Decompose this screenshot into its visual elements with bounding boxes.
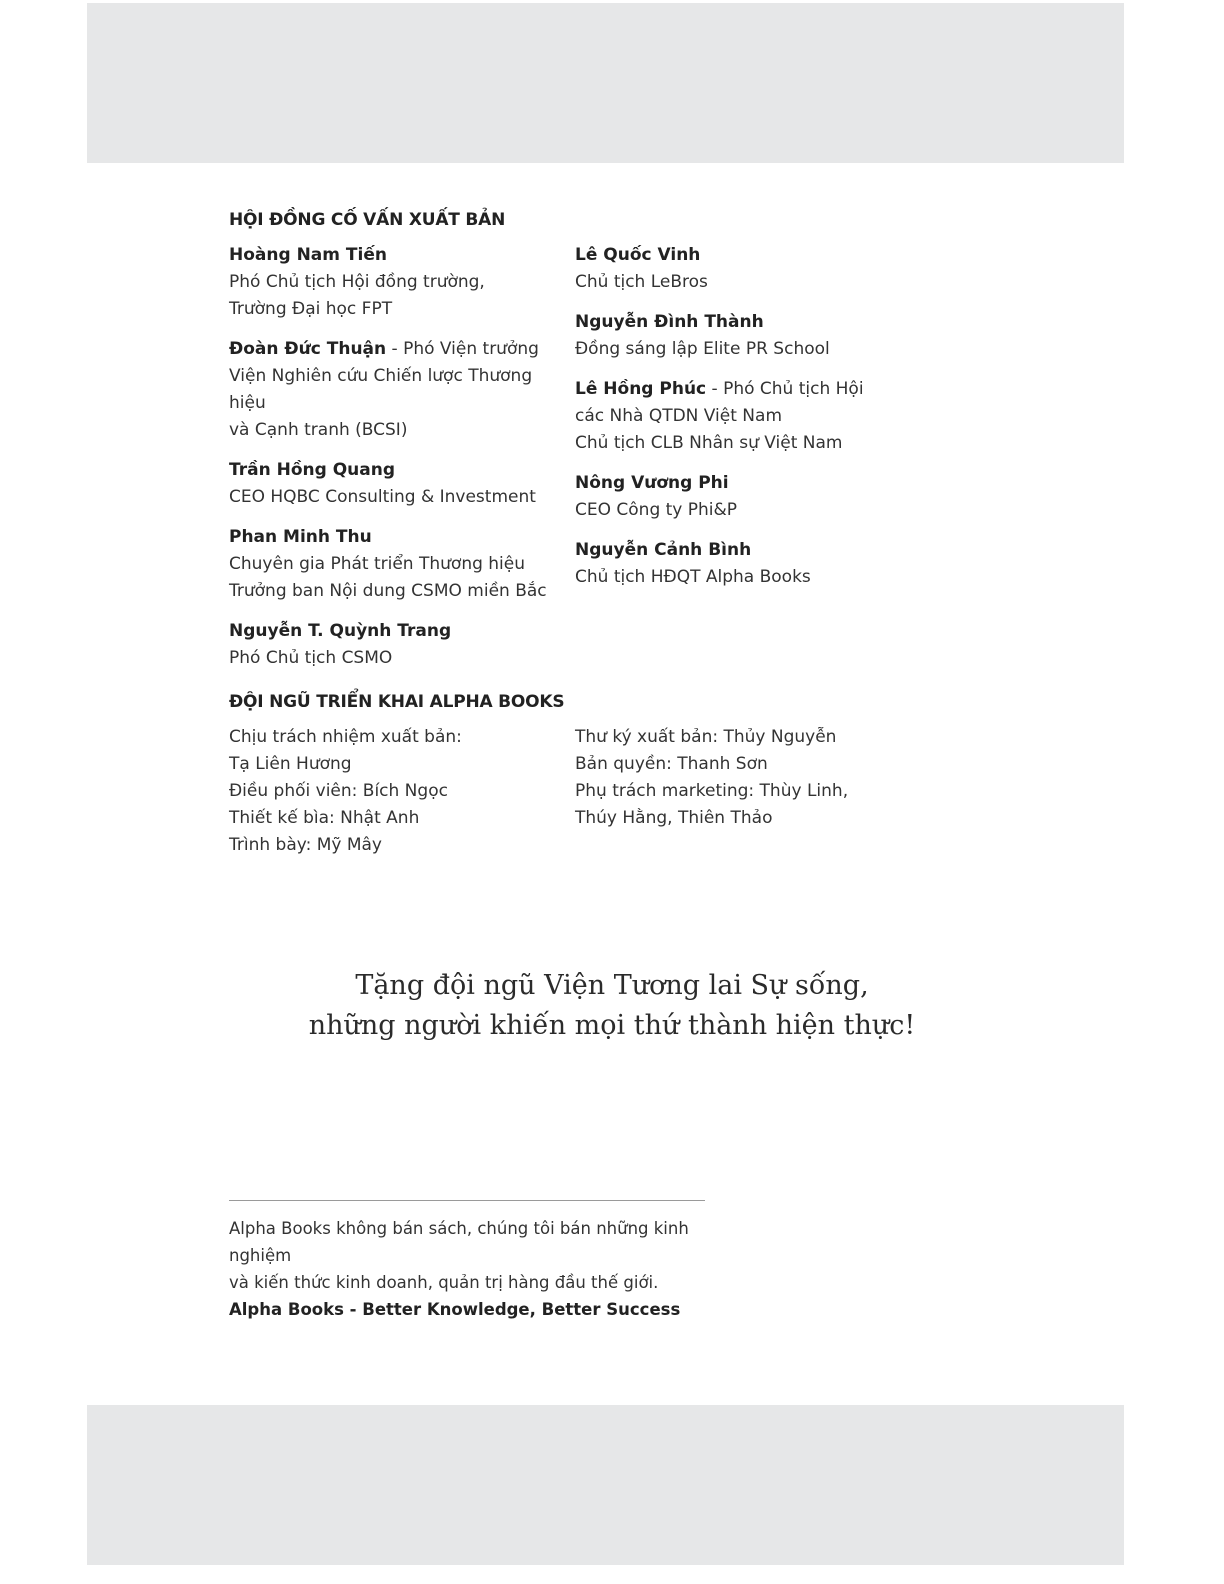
- advisor-title: CEO Công ty Phi&P: [575, 500, 738, 520]
- team-heading: ĐỘI NGŨ TRIỂN KHAI ALPHA BOOKS: [229, 692, 565, 712]
- advisory-left-column: [229, 242, 569, 685]
- advisor-name: Đoàn Đức Thuận: [229, 339, 387, 359]
- advisor-name: Nguyễn Cảnh Bình: [575, 540, 752, 560]
- advisor-title-suffix: - Phó Chủ tịch Hội: [706, 379, 864, 399]
- advisor-name: Lê Hồng Phúc: [575, 379, 707, 399]
- footer-divider: [229, 1200, 705, 1201]
- advisor-title: Viện Nghiên cứu Chiến lược Thương hiệu: [229, 366, 533, 413]
- dedication-line: Tặng đội ngũ Viện Tương lai Sự sống,: [355, 970, 869, 1001]
- advisor-entry: [575, 309, 915, 363]
- advisor-title: Chuyên gia Phát triển Thương hiệu: [229, 554, 526, 574]
- advisor-title: Phó Chủ tịch CSMO: [229, 648, 393, 668]
- team-right-column: [575, 724, 915, 832]
- advisor-name: Trần Hồng Quang: [229, 460, 395, 480]
- advisor-entry: [575, 242, 915, 296]
- dedication: [240, 966, 984, 1046]
- advisor-name: Phan Minh Thu: [229, 527, 372, 547]
- advisor-entry: [575, 470, 915, 524]
- advisor-title: Đồng sáng lập Elite PR School: [575, 339, 830, 359]
- team-credit-line: Trình bày: Mỹ Mây: [229, 835, 382, 855]
- advisor-title: CEO HQBC Consulting & Investment: [229, 487, 536, 507]
- advisor-title: Chủ tịch CLB Nhân sự Việt Nam: [575, 433, 843, 453]
- footer-text-line: Alpha Books không bán sách, chúng tôi bán những kinh nghiệm: [229, 1219, 689, 1265]
- advisor-entry: [229, 242, 569, 323]
- team-credit-line: Thư ký xuất bản: Thủy Nguyễn: [575, 727, 837, 747]
- advisor-title-suffix: - Phó Viện trưởng: [386, 339, 539, 359]
- team-left-column: [229, 724, 569, 859]
- footer-motto: Alpha Books - Better Knowledge, Better Success: [229, 1300, 681, 1319]
- team-credit-line: Thiết kế bìa: Nhật Anh: [229, 808, 420, 828]
- advisor-name: Lê Quốc Vinh: [575, 245, 701, 265]
- advisor-title: các Nhà QTDN Việt Nam: [575, 406, 783, 426]
- advisor-entry: [575, 376, 915, 457]
- top-gray-band: [87, 3, 1124, 163]
- team-credit-line: Tạ Liên Hương: [229, 754, 352, 774]
- team-credit-line: Bản quyền: Thanh Sơn: [575, 754, 768, 774]
- publisher-footer: [229, 1215, 749, 1323]
- advisor-name: Hoàng Nam Tiến: [229, 245, 387, 265]
- team-credit-line: Thúy Hằng, Thiên Thảo: [575, 808, 773, 828]
- advisor-entry: [229, 618, 569, 672]
- advisor-entry: [229, 457, 569, 511]
- footer-text-line: và kiến thức kinh doanh, quản trị hàng đầu thế giới.: [229, 1273, 659, 1292]
- advisor-title: Phó Chủ tịch Hội đồng trường,: [229, 272, 485, 292]
- advisor-entry: [229, 336, 569, 444]
- advisory-right-column: [575, 242, 915, 604]
- advisor-name: Nguyễn T. Quỳnh Trang: [229, 621, 452, 641]
- advisor-title: và Cạnh tranh (BCSI): [229, 420, 408, 440]
- advisory-heading: HỘI ĐỒNG CỐ VẤN XUẤT BẢN: [229, 210, 506, 230]
- advisor-title: Trưởng ban Nội dung CSMO miền Bắc: [229, 581, 547, 601]
- bottom-gray-band: [87, 1405, 1124, 1565]
- advisor-entry: [229, 524, 569, 605]
- dedication-line: những người khiến mọi thứ thành hiện thực!: [308, 1010, 916, 1041]
- advisor-name: Nông Vương Phi: [575, 473, 729, 493]
- team-credit-line: Chịu trách nhiệm xuất bản:: [229, 727, 462, 747]
- advisor-title: Trường Đại học FPT: [229, 299, 393, 319]
- advisor-title: Chủ tịch HĐQT Alpha Books: [575, 567, 811, 587]
- advisor-entry: [575, 537, 915, 591]
- advisor-name: Nguyễn Đình Thành: [575, 312, 764, 332]
- advisor-title: Chủ tịch LeBros: [575, 272, 708, 292]
- team-credit-line: Phụ trách marketing: Thùy Linh,: [575, 781, 849, 801]
- team-credit-line: Điều phối viên: Bích Ngọc: [229, 781, 448, 801]
